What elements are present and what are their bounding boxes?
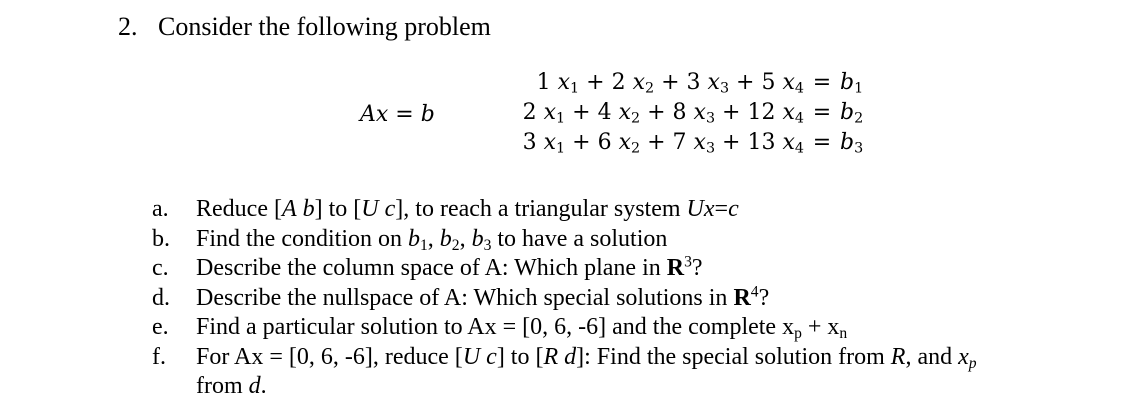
- part-c: [152, 254, 1076, 284]
- term-operator: +: [729, 70, 762, 95]
- part-text: For Ax = [0, 6, -6], reduce [U c] to [R d]: Find the special solution from R, and $x_p$ from d.: [196, 343, 977, 399]
- term-operator: +: [565, 130, 598, 155]
- term-subscript: 1: [556, 140, 566, 157]
- system-label: [360, 100, 435, 130]
- problem-title: Consider the following problem: [158, 12, 491, 41]
- part-text: Find a particular solution to Ax = [0, 6, -6] and the complete $x_p + x_n$: [196, 314, 848, 342]
- term-variable: x: [632, 70, 645, 95]
- equation-lhs: [500, 128, 804, 158]
- equation-rhs: [840, 68, 880, 98]
- term-variable: x: [618, 100, 631, 125]
- part-letter: c.: [152, 255, 169, 281]
- equals-sign: =: [812, 100, 832, 125]
- term-coefficient: 8: [672, 100, 694, 125]
- part-text: Describe the column space of A: Which plane in $R^3$?: [196, 253, 703, 281]
- rhs-subscript: 2: [854, 110, 864, 127]
- equation-rhs: [840, 98, 880, 128]
- term-coefficient: 6: [597, 130, 619, 155]
- term-variable: x: [543, 100, 557, 125]
- term-coefficient: 5: [761, 70, 783, 95]
- rhs-variable: b: [840, 70, 855, 95]
- term-variable: x: [693, 130, 706, 155]
- term-coefficient: 13: [747, 130, 783, 155]
- term-coefficient: 4: [597, 100, 619, 125]
- term-variable: x: [693, 100, 706, 125]
- term-variable: x: [782, 100, 795, 125]
- term-variable: x: [557, 70, 571, 95]
- term-subscript: 2: [630, 140, 641, 157]
- equation-row: [500, 128, 880, 158]
- term-variable: x: [618, 130, 631, 155]
- term-subscript: 4: [794, 140, 804, 157]
- equation-rhs: [840, 128, 880, 158]
- term-subscript: 3: [719, 80, 730, 97]
- part-letter: f.: [152, 343, 166, 370]
- term-subscript: 4: [794, 80, 804, 97]
- term-coefficient: 3: [522, 130, 544, 155]
- term-operator: +: [715, 100, 748, 125]
- term-subscript: 1: [556, 110, 566, 127]
- term-variable: x: [782, 130, 795, 155]
- part-e: [152, 313, 1076, 343]
- term-subscript: 4: [794, 110, 804, 127]
- term-subscript: 1: [570, 80, 580, 97]
- part-letter: a.: [152, 196, 169, 222]
- term-coefficient: 12: [747, 100, 783, 125]
- parts-list: [152, 195, 1076, 402]
- term-coefficient: 1: [536, 70, 558, 95]
- term-variable: x: [707, 70, 720, 95]
- rhs-variable: b: [840, 100, 855, 125]
- term-operator: +: [565, 100, 598, 125]
- term-operator: +: [640, 100, 673, 125]
- part-letter: d.: [152, 284, 170, 311]
- equals-sign: =: [812, 130, 832, 155]
- part-f: [152, 343, 1076, 402]
- part-b: [152, 225, 1076, 255]
- term-variable: x: [782, 70, 795, 95]
- part-letter: e.: [152, 314, 169, 340]
- term-operator: +: [654, 70, 687, 95]
- term-operator: +: [640, 130, 673, 155]
- term-coefficient: 7: [672, 130, 694, 155]
- problem-heading: [118, 12, 491, 42]
- rhs-subscript: 3: [854, 140, 864, 157]
- term-operator: +: [715, 130, 748, 155]
- term-coefficient: 3: [686, 70, 708, 95]
- equals-sign: =: [812, 70, 832, 95]
- term-operator: +: [579, 70, 612, 95]
- system-label-text: Ax = b: [360, 102, 435, 127]
- term-variable: x: [543, 130, 557, 155]
- problem-number: 2.: [118, 12, 138, 41]
- rhs-variable: b: [840, 130, 855, 155]
- term-subscript: 2: [630, 110, 641, 127]
- part-text: Describe the nullspace of A: Which special solutions in $R^4$?: [196, 282, 770, 311]
- part-a: [152, 195, 1076, 225]
- equation-row: [500, 98, 880, 128]
- part-text: Reduce [A b] to [U c], to reach a triangular system Ux=c: [196, 196, 739, 222]
- rhs-subscript: 1: [854, 80, 864, 97]
- equation-lhs: [500, 98, 804, 128]
- equation-lhs: [500, 68, 804, 98]
- equation-system: [500, 68, 880, 158]
- part-text: Find the condition on $b_1$, $b_2$, $b_3$ to have a solution: [196, 225, 668, 254]
- part-d: [152, 284, 1076, 314]
- term-subscript: 3: [705, 110, 716, 127]
- equation-row: [500, 68, 880, 98]
- part-letter: b.: [152, 225, 170, 252]
- term-coefficient: 2: [611, 70, 633, 95]
- term-subscript: 3: [705, 140, 716, 157]
- term-subscript: 2: [644, 80, 655, 97]
- term-coefficient: 2: [522, 100, 544, 125]
